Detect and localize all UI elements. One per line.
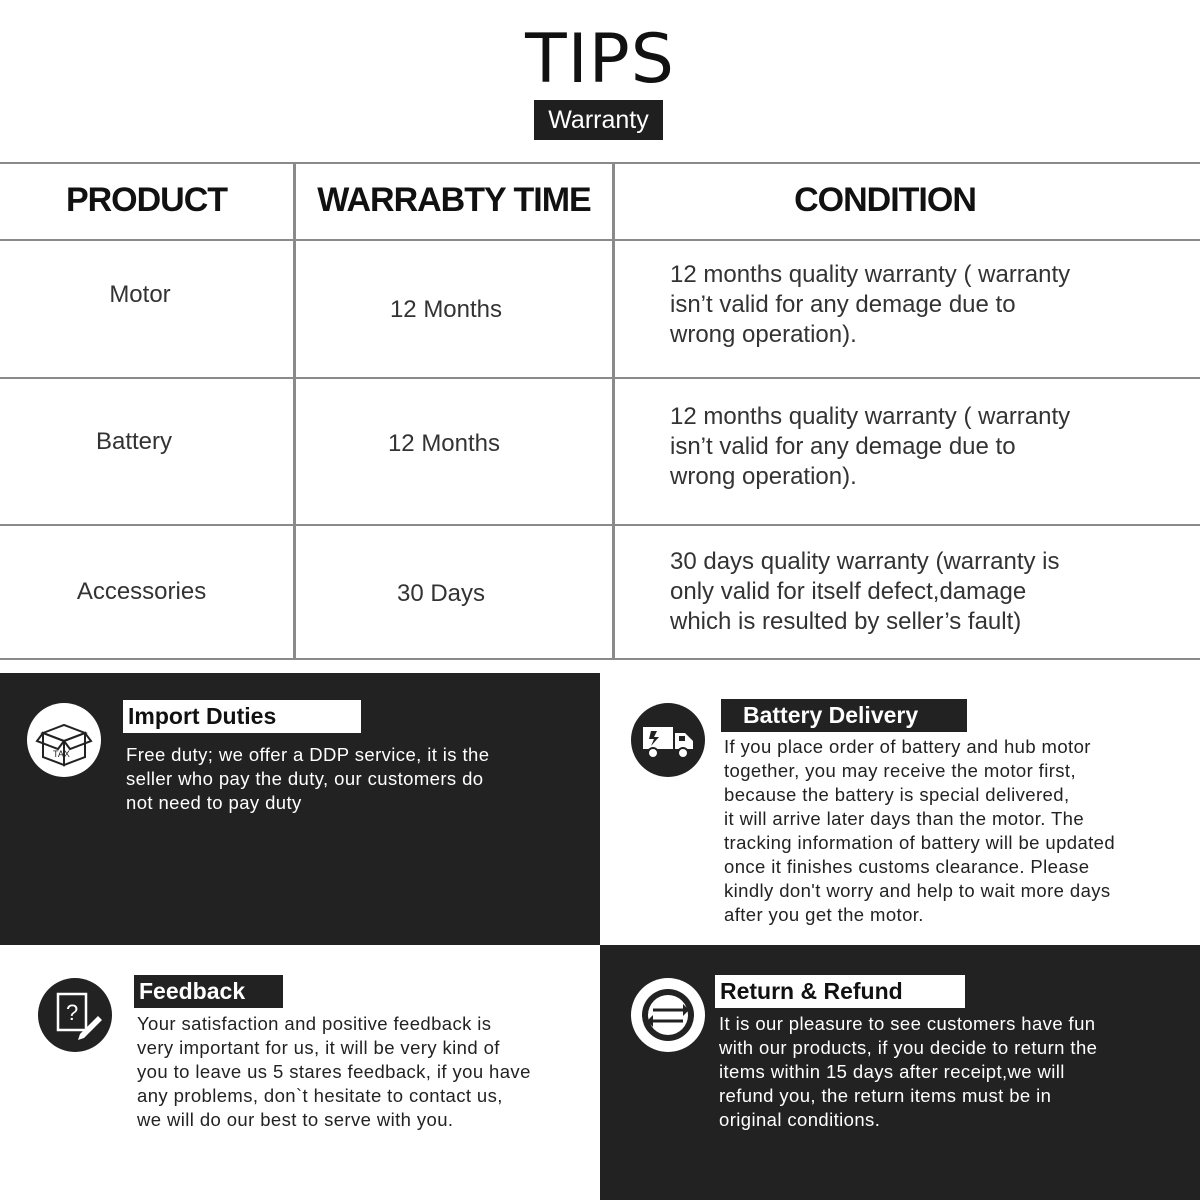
feedback-block [0,945,600,1200]
text-line: very important for us, it will be very kind of [137,1037,500,1058]
condition-line: wrong operation). [670,463,857,490]
product-cell: Accessories [76,578,207,605]
condition-line: 12 months quality warranty ( warranty [670,261,1071,288]
product-cell: Motor [109,281,171,308]
condition-cell [670,260,1150,350]
text-line: you to leave us 5 stares feedback, if you have [137,1061,531,1082]
import-duties-title: Import Duties [123,700,361,733]
warranty-badge: Warranty [534,100,663,140]
table-divider [0,658,1200,660]
table-divider [0,239,1200,241]
return-refund-text [719,1012,1097,1132]
text-line: because the battery is special delivered, [724,784,1070,805]
text-line: seller who pay the duty, our customers do [126,768,484,789]
text-line: Your satisfaction and positive feedback is [137,1013,492,1034]
battery-delivery-block [600,673,1200,945]
feedback-pencil-icon [38,978,112,1052]
column-header-warranty-time: WARRABTY TIME [317,181,591,219]
text-line: it will arrive later days than the motor. The [724,808,1085,829]
import-duties-text [126,743,489,815]
text-line: any problems, don`t hesitate to contact us, [137,1085,503,1106]
table-divider [0,377,1200,379]
text-line: It is our pleasure to see customers have fun [719,1013,1096,1034]
condition-line: 12 months quality warranty ( warranty [670,403,1071,430]
product-cell: Battery [95,428,173,455]
warranty-time-cell: 12 Months [389,296,503,323]
warranty-time-cell: 12 Months [387,430,501,457]
exchange-arrows-icon [631,978,705,1052]
text-line: Free duty; we offer a DDP service, it is the [126,744,490,765]
text-line: items within 15 days after receipt,we will [719,1061,1065,1082]
text-line: we will do our best to serve with you. [137,1109,454,1130]
return-refund-title: Return & Refund [715,975,965,1008]
question-mark: ? [66,1000,79,1025]
text-line: refund you, the return items must be in [719,1085,1052,1106]
condition-line: 30 days quality warranty (warranty is [670,548,1060,575]
condition-line: isn’t valid for any demage due to [670,291,1016,318]
return-refund-block [600,945,1200,1200]
condition-line: which is resulted by seller’s fault) [670,608,1022,635]
text-line: tracking information of battery will be updated [724,832,1116,853]
text-line: If you place order of battery and hub motor [724,736,1091,757]
delivery-truck-icon [631,703,705,777]
condition-line: wrong operation). [670,321,857,348]
import-duties-block [0,673,600,945]
condition-line: only valid for itself defect,damage [670,578,1027,605]
warranty-table [0,162,1200,660]
text-line: not need to pay duty [126,792,302,813]
page-title: TIPS [525,20,675,99]
feedback-text [137,1012,531,1132]
column-header-product: PRODUCT [65,181,228,219]
warranty-time-cell: 30 Days [396,580,486,607]
text-line: together, you may receive the motor first, [724,760,1077,781]
battery-delivery-title: Battery Delivery [721,699,967,732]
condition-cell [670,402,1150,492]
condition-cell [670,547,1150,637]
text-line: once it finishes customs clearance. Please [724,856,1090,877]
table-divider [0,524,1200,526]
battery-delivery-text [724,735,1115,927]
text-line: with our products, if you decide to return the [719,1037,1098,1058]
text-line: kindly don't worry and help to wait more days [724,880,1111,901]
condition-line: isn’t valid for any demage due to [670,433,1016,460]
text-line: after you get the motor. [724,904,924,925]
text-line: original conditions. [719,1109,881,1130]
tax-box-icon [27,703,101,777]
tax-label: TAX [53,749,70,759]
feedback-title: Feedback [134,975,283,1008]
column-header-condition: CONDITION [794,181,976,219]
